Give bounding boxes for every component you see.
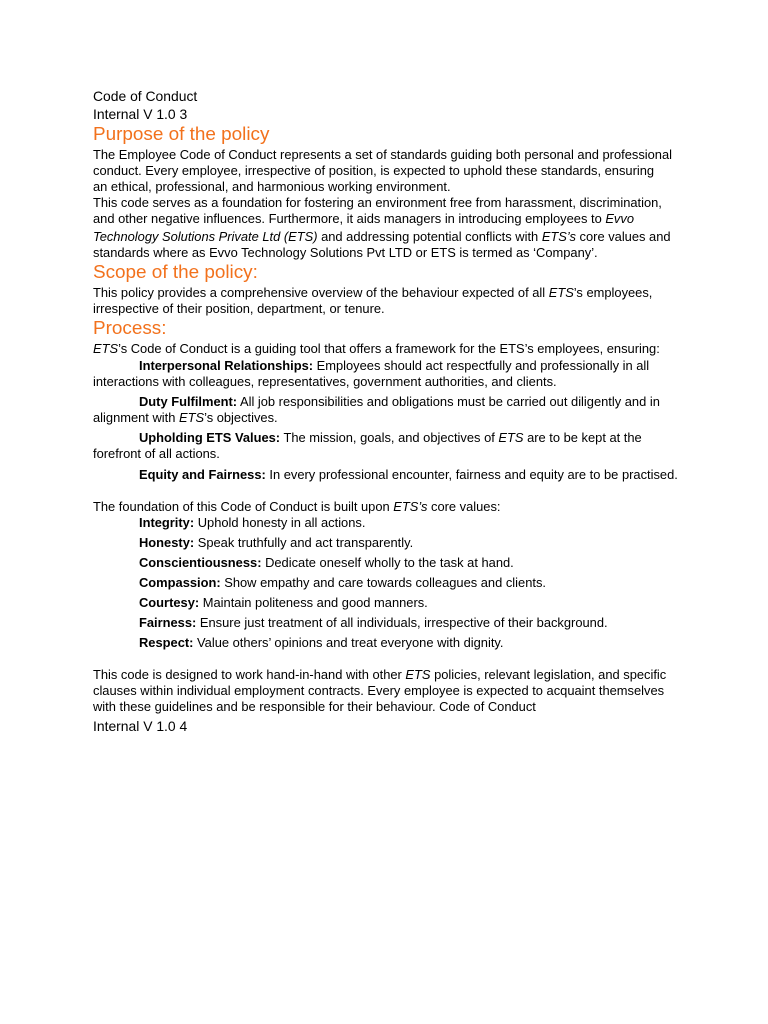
italic-company-abbreviation: ETS (498, 430, 524, 445)
scope-section (93, 261, 693, 317)
process-item (93, 430, 693, 462)
section-heading-process: Process: (93, 318, 167, 339)
paragraph-line (93, 341, 693, 357)
paragraph-line: an ethical, professional, and harmonious working environment. (93, 179, 451, 194)
paragraph-line: interactions with colleagues, representatives, government authorities, and clients. (93, 374, 557, 389)
text-run: and other negative influences. Furthermore, it aids managers in introducing employees to (93, 211, 606, 226)
core-value-label: Compassion: (139, 575, 221, 590)
paragraph-line: irrespective of their position, department, or tenure. (93, 301, 385, 316)
paragraph-line: This code serves as a foundation for fostering an environment free from harassment, discrimination, (93, 195, 662, 210)
core-value-label: Conscientiousness: (139, 555, 262, 570)
process-item (93, 394, 693, 426)
purpose-section (93, 123, 693, 261)
process-section (93, 317, 693, 715)
core-value-item (93, 575, 693, 591)
text-run: core values and (575, 229, 671, 244)
text-run: Employees should act respectfully and professionally in all (313, 358, 650, 373)
core-value-label: Courtesy: (139, 595, 200, 610)
paragraph-line (93, 229, 693, 245)
italic-company-name: Technology Solutions Private Ltd (ETS) (93, 229, 318, 244)
text-run: core values: (427, 499, 501, 514)
paragraph-line: The Employee Code of Conduct represents a set of standards guiding both personal and professional (93, 147, 673, 162)
text-run: This code is designed to work hand-in-hand with other (93, 667, 406, 682)
paragraph-line (93, 394, 693, 410)
core-value-item (93, 615, 693, 631)
core-value-label: Integrity: (139, 515, 195, 530)
core-value-label: Fairness: (139, 615, 197, 630)
paragraph-line: forefront of all actions. (93, 446, 220, 461)
core-value-label: Respect: (139, 635, 194, 650)
text-run: This policy provides a comprehensive overview of the behaviour expected of all (93, 285, 549, 300)
process-item (93, 467, 693, 483)
paragraph-line (93, 467, 693, 483)
text-run: alignment with (93, 410, 179, 425)
text-run: The mission, goals, and objectives of (280, 430, 499, 445)
header-title: Code of Conduct (93, 88, 198, 104)
italic-company-abbreviation: ETS’s (393, 499, 428, 514)
text-run: ’s objectives. (204, 410, 278, 425)
footer-version: Internal V 1.0 4 (93, 718, 188, 734)
item-label: Equity and Fairness: (139, 467, 266, 482)
core-value-text: Dedicate oneself wholly to the task at hand. (261, 555, 514, 570)
paragraph-line: standards where as Evvo Technology Solutions Pvt LTD or ETS is termed as ‘Company’. (93, 245, 598, 260)
italic-company-name: Evvo (605, 211, 634, 226)
text-run: In every professional encounter, fairness and equity are to be practised. (265, 467, 678, 482)
paragraph-line (93, 211, 693, 227)
paragraph-line (93, 430, 693, 446)
text-run: ’s Code of Conduct is a guiding tool that offers a framework for the ETS’s employees, ensuring: (118, 341, 660, 356)
core-value-item (93, 635, 693, 651)
paragraph-line: with these guidelines and be responsible for their behaviour. Code of Conduct (93, 699, 536, 714)
italic-company-abbreviation: ETS (178, 410, 205, 425)
core-value-text: Speak truthfully and act transparently. (194, 535, 414, 550)
italic-company-abbreviation: ETS (405, 667, 431, 682)
core-value-item (93, 595, 693, 611)
core-value-text: Maintain politeness and good manners. (199, 595, 428, 610)
core-value-text: Value others’ opinions and treat everyone with dignity. (193, 635, 504, 650)
italic-company-abbreviation: ETS’s (541, 229, 576, 244)
core-value-item (93, 535, 693, 551)
paragraph-line (93, 667, 693, 683)
item-label: Duty Fulfilment: (139, 394, 238, 409)
core-value-item (93, 555, 693, 571)
core-values-intro (93, 499, 693, 515)
header-version: Internal V 1.0 3 (93, 106, 188, 122)
paragraph-line (93, 410, 693, 426)
text-run: ’s employees, (573, 285, 653, 300)
process-item (93, 358, 693, 390)
section-heading-purpose: Purpose of the policy (93, 124, 270, 145)
text-run: and addressing potential conflicts with (317, 229, 542, 244)
paragraph-line: clauses within individual employment contracts. Every employee is expected to acquaint themselves (93, 683, 665, 698)
paragraph-line: conduct. Every employee, irrespective of position, is expected to uphold these standards, ensuring (93, 163, 655, 178)
text-run: The foundation of this Code of Conduct is built upon (93, 499, 394, 514)
section-heading-scope: Scope of the policy: (93, 262, 258, 283)
text-run: policies, relevant legislation, and specific (430, 667, 667, 682)
document-body (93, 87, 693, 735)
paragraph-line (93, 358, 693, 374)
italic-company-abbreviation: ETS (93, 341, 119, 356)
core-value-text: Show empathy and care towards colleagues and clients. (220, 575, 546, 590)
item-label: Interpersonal Relationships: (139, 358, 314, 373)
item-label: Upholding ETS Values: (139, 430, 281, 445)
text-run: All job responsibilities and obligations must be carried out diligently and in (237, 394, 660, 409)
core-value-text: Ensure just treatment of all individuals, irrespective of their background. (196, 615, 608, 630)
core-value-text: Uphold honesty in all actions. (194, 515, 366, 530)
text-run: are to be kept at the (523, 430, 642, 445)
italic-company-abbreviation: ETS (548, 285, 574, 300)
paragraph-line (93, 285, 693, 301)
core-value-label: Honesty: (139, 535, 195, 550)
core-value-item (93, 515, 693, 531)
